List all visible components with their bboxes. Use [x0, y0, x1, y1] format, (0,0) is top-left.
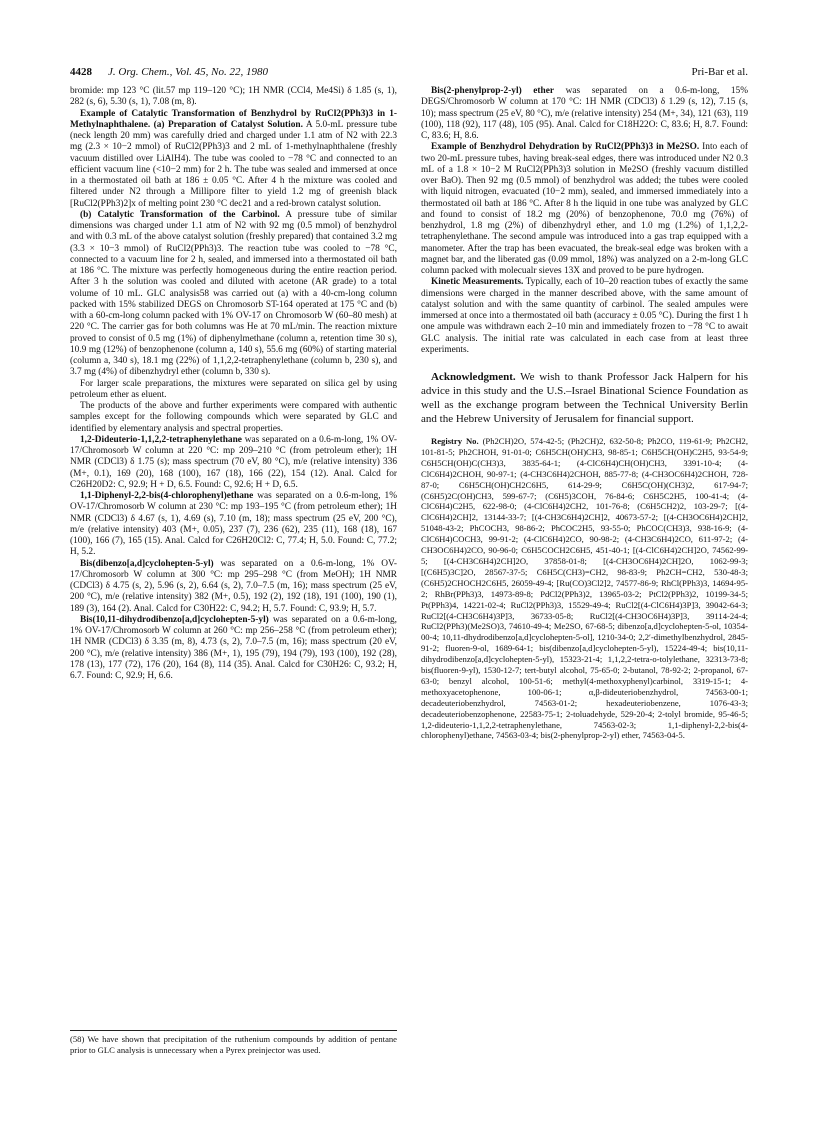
paragraph: (b) Catalytic Transformation of the Carbinol. A pressure tube of similar dimensions was charged under 1.1 atm of N2 with 92 mg (0.5 mmol) of benzhydrol and with 0.3 mL of the above catalyst solution (freshly prepared) that contained 3.2 mg (3.3 × 10−3 mmol) of RuCl2(PPh3)3. The reaction tube was cooled to −78 °C, connected to a vacuum line for 2 h, sealed, and immersed into a thermostated oil bath at 186 °C. The mixture was perfectly homogeneous during the entire reaction period. After 3 h the solution was cooled and diluted with acetone (AR grade) to a total volume of 10 mL. GLC analysis58 was carried out (a) with a 40-cm-long column packed with 15% stabilized DEGS on Chromosorb ST-164 operated at 175 °C and (b) with a 60-cm-long column packed with 1% OV-17 on Chromosorb W (60–80 mesh) at 220 °C. The carrier gas for both columns was He at 70 mL/min. The reaction mixture proved to consist of 0.5 mg (1%) of diphenylmethane (column a, retention time 30 s), 10.9 mg (12%) of benzophenone (column a, 140 s), 55.6 mg (60%) of starting material (column a, 340 s), 18.1 mg (22%) of 1,1,2,2-tetraphenylethane (column b, 230 s), and 3.7 mg (4%) of dibenzhydryl ether (column b, 330 s).	[70, 209, 397, 378]
paragraph: Bis(2-phenylprop-2-yl) ether was separated on a 0.6-m-long, 15% DEGS/Chromosorb W column at 170 °C: 1H NMR (CDCl3) δ 1.29 (s, 12), 7.15 (s, 10); mass spectrum (25 eV, 80 °C), m/e (relative intensity) 254 (M+, 34), 121 (63), 119 (100), 118 (92), 117 (48), 105 (95). Anal. Calcd for C18H22O: C, 83.6; H, 8.7. Found: C, 83.6; H, 8.6.	[421, 86, 748, 141]
paragraph: 1,1-Diphenyl-2,2-bis(4-chlorophenyl)ethane was separated on a 0.6-m-long, 1% OV-17/Chromosorb W column at 230 °C: mp 193–195 °C (from petroleum ether); 1H NMR (CDCl3) δ 4.67 (s, 1), 4.69 (s), 7.10 (m, 18); mass spectrum (25 eV, 200 °C), m/e (relative intensity) 403 (M+, 0.05), 237 (7), 236 (62), 235 (11), 168 (18), 167 (100), 166 (7), 165 (15). Anal. Calcd for C26H20Cl2: C, 77.4; H, 5.0. Found: C, 77.2; H, 5.2.	[70, 491, 397, 558]
paragraph: Bis(dibenzo[a,d]cyclohepten-5-yl) was separated on a 0.6-m-long, 1% OV-17/Chromosorb W column at 300 °C: mp 295–298 °C (from MeOH); 1H NMR (CDCl3) δ 4.75 (s, 2), 5.96 (s, 2), 6.64 (s, 2), 7.0–7.5 (m, 16); mass spectrum (25 eV, 200 °C), m/e (relative intensity) 382 (M+, 0.5), 192 (2), 192 (18), 191 (100), 190 (1), 189 (3), 164 (2). Anal. Calcd for C30H22: C, 94.2; H, 5.7. Found: C, 93.9; H, 5.7.	[70, 558, 397, 614]
paragraph: Example of Catalytic Transformation of Benzhydrol by RuCl2(PPh3)3 in 1-Methylnaphthalene. (a) Preparation of Catalyst Solution. A 5.0-mL pressure tube (neck length 20 mm) was carefully dried and charged under 1.1 atm of N2 with 22.3 mg (2.3 × 10−2 mmol) of RuCl2(PPh3)3 and 2 mL of 1-methylnaphthalene (freshly vacuum distilled over LiAlH4). The tube was cooled to −78 °C and connected to an efficient vacuum line (<10−2 mm) for 2 h. The tube was sealed and immersed at once in a thermostated oil bath at 186 ± 0.05 °C. After 4 h the mixture was cooled and filtered under N2 through a Millipore filter to yield 1.2 mg of greenish black [RuCl2(PPh3)2]x of melting point 230 °C dec21 and a red-brown catalyst solution.	[70, 108, 397, 209]
paragraph: Kinetic Measurements. Typically, each of 10–20 reaction tubes of exactly the same dimensions were charged in the manner described above, with the same amount of catalyst solution and with the same quantity of carbinol. The sealed ampules were immersed at once into a thermostated oil bath (accuracy ± 0.05 °C). During the first 1 h one ampule was withdrawn each 2–10 min and immediately frozen to −78 °C to await GLC analysis. The initial rate was calculated in each case from at least three experiments.	[421, 277, 748, 355]
right-column	[421, 86, 748, 741]
paragraph: 1,2-Dideuterio-1,1,2,2-tetraphenylethane was separated on a 0.6-m-long, 1% OV-17/Chromosorb W column at 220 °C: mp 209–210 °C (from petroleum ether); 1H NMR (CDCl3) δ 1.75 (s); mass spectrum (70 eV, 80 °C), m/e (relative intensity) 336 (M+, 0.1), 169 (20), 168 (100), 167 (18), 166 (22), 154 (12). Anal. Calcd for C26H20D2: C, 92.9; H + D, 6.5. Found: C, 92.6; H + D, 6.5.	[70, 434, 397, 490]
paragraph: Example of Benzhydrol Dehydration by RuCl2(PPh3)3 in Me2SO. Into each of two 20-mL pressure tubes, having break-seal edges, there was introduced under N2 0.3 mL of a 1.8 × 10−2 M RuCl2(PPh3)3 solution in Me2SO (freshly vacuum distilled over BaO). Then 92 mg (0.5 mmol) of benzhydrol was added; the tubes were cooled with liquid nitrogen, evacuated (10−2 mm), sealed, and immersed immediately into a thermostated oil bath at 186 °C. After 8 h the liquid in one tube was analyzed by GLC and found to consist of 18.2 mg (20%) of benzophenone, 70.0 mg (76%) of benzhydrol, 1.8 mg (2%) of dibenzhydryl ether, and 1.0 mg (1.2%) of 1,1,2,2-tetraphenylethane. The second ampule was introduced into a gas trap equipped with a manometer. After the trap has been evacuated, the break-seal edge was broken with a magnet bar, and the liberated gas (0.09 mmol, 18%) was analyzed on a 2-m-long GLC column packed with molecualr sieves 13X and proved to be pure hydrogen.	[421, 142, 748, 276]
registry-numbers: Registry No. (Ph2CH)2O, 574-42-5; (Ph2CH)2, 632-50-8; Ph2CO, 119-61-9; Ph2CH2, 101-81-5; Ph2CHOH, 91-01-0; C6H5CH(OH)CH3, 98-85-1; C6H5CH(OH)C2H5, 93-54-9; C6H5CH(OH)C(CH3)3, 3835-64-1; (4-ClC6H4)CH(OH)CH3, 3391-10-4; (4-ClC6H4)2CHOH, 90-97-1; (4-CH3C6H4)2CHOH, 885-77-8; (4-CH3OC6H4)2CHOH, 728-87-0; C6H5CH(OH)CH2C6H5, 614-29-9; C6H5C(OH)(CH3)2, 617-94-7; (C6H5)2C(OH)CH3, 599-67-7; (C6H5)3COH, 76-84-6; C6H5C2H5, 100-41-4; (4-ClC6H4)C2H5, 622-98-0; (4-ClC6H4)2CH2, 101-76-8; (C6H5CH2)2, 103-29-7; [(4-ClC6H4)2CH]2, 13144-33-7; [(4-CH3C6H4)2CH]2, 40673-57-2; [(4-CH3OC6H4)2CH]2, 51048-43-2; PhCOCH3, 98-86-2; PhCOC2H5, 93-55-0; PhCOC(CH3)3, 938-16-9; (4-ClC6H4)COCH3, 99-91-2; (4-ClC6H4)2CO, 90-98-2; (4-CH3C6H4)2CO, 611-97-2; (4-CH3OC6H4)2CO, 90-96-0; C6H5COCH2C6H5, 451-40-1; [(4-ClC6H4)2CH]2O, 74562-99-5; [(4-CH3C6H4)2CH]2O, 37858-01-8; [(4-CH3OC6H4)2CH]2O, 1062-99-3; [(C6H5)3C]2O, 28567-37-5; C6H5C(CH3)=CH2, 98-83-9; Ph2CH=CH2, 530-48-3; (C6H5)2CHOCH2C6H5, 26059-49-4; [Ru(CO)3Cl2]2, 74577-86-9; RhCl(PPh3)3, 14694-95-2; RhBr(PPh3)3, 14973-89-8; PdCl2(PPh3)2, 13965-03-2; PtCl2(PPh3)2, 10199-34-5; Pt(PPh3)4, 14221-02-4; RuCl2(PPh3)3, 15529-49-4; RuCl2[(4-ClC6H4)3P]3, 39042-64-3; RuCl2[(4-CH3C6H4)3P]3, 36733-05-8; RuCl2[(4-CH3OC6H4)3P]3, 39114-24-4; RuCl2(PPh3)(Me2SO)3, 74610-49-4; Me2SO, 67-68-5; dibenzo[a,d]cyclohepten-5-ol, 10354-00-4; 10,11-dhydrodibenzo[a,d]cyclohepten-5-ol], 1210-34-0; 2,2′-dimethylbenzhydrol, 2845-91-2; fluoren-9-ol, 1689-64-1; bis(dibenzo[a,d]cyclohepten-5-yl), 15224-49-4; bis(10,11-dihydrodibenzo[a,d]cyclohepten-5-yl), 15323-21-4; 1,1,2,2-tetra-o-tolylethane, 32313-73-8; bis(fluoren-9-yl), 1530-12-7; tert-butyl alcohol, 75-65-0; 2-butanol, 78-92-2; 2-propanol, 67-63-0; benzyl alcohol, 100-51-6; methyl(4-methoxyphenyl)carbinol, 3319-15-1; 4-methoxyacetophenone, 100-06-1; α,β-dideuteriobenzhydrol, 74563-00-1; decadeuteriobenzhydrol, 74563-01-2; hexadeuteriobenzene, 1076-43-3; decadeuteriobenzophenone, 22583-75-1; 2-toluadehyde, 529-20-4; 2-tolyl bromide, 95-46-5; 1,2-dideuterio-1,1,2,2-tetraphenylethane, 74563-02-3; 1,1-diphenyl-2,2-bis(4-chlorophenyl)ethane, 74563-03-4; bis(2-phenylprop-2-yl) ether, 74563-04-5.	[421, 436, 748, 741]
paragraph: bromide: mp 123 °C (lit.57 mp 119–120 °C); 1H NMR (CCl4, Me4Si) δ 1.85 (s, 1), 282 (s, 6), 5.30 (s, 1), 7.08 (m, 8).	[70, 86, 397, 108]
left-column	[70, 86, 397, 682]
paragraph: The products of the above and further experiments were compared with authentic samples except for the following compounds which were separated by GLC and identified by elementary analysis and spectral properties.	[70, 401, 397, 434]
acknowledgment: Acknowledgment. We wish to thank Professor Jack Halpern for his advice in this study and the U.S.–Israel Binational Science Foundation as well as the exchange program between the Technical University Berlin and the Hebrew University of Jerusalem for financial support.	[421, 371, 748, 425]
paragraph: For larger scale preparations, the mixtures were separated on silica gel by using petroleum ether as eluent.	[70, 378, 397, 400]
paragraph: Bis(10,11-dihydrodibenzo[a,d]cyclohepten-5-yl) was separated on a 0.6-m-long, 1% OV-17/Chromosorb W column at 260 °C: mp 256–258 °C (from petroleum ether); 1H NMR (CDCl3) δ 3.35 (m, 8), 4.73 (s, 2), 7.0–7.5 (m, 16); mass spectrum (20 eV, 200 °C), m/e (relative intensity) 386 (M+, 1), 195 (79), 194 (79), 193 (100), 192 (28), 178 (13), 177 (72), 176 (20), 164 (8), 114 (35). Anal. Calcd for C30H26: C, 93.2; H, 6.7. Found: C, 92.9; H, 6.6.	[70, 614, 397, 681]
journal-citation: J. Org. Chem., Vol. 45, No. 22, 1980	[108, 66, 269, 78]
footnote: (58) We have shown that precipitation of the ruthenium compounds by addition of pentane prior to GLC analysis is unnecessary when a Pyrex preinjector was used.	[70, 1030, 397, 1055]
running-authors: Pri-Bar et al.	[691, 66, 748, 78]
page-number: 4428	[70, 66, 92, 78]
running-header	[70, 66, 748, 80]
